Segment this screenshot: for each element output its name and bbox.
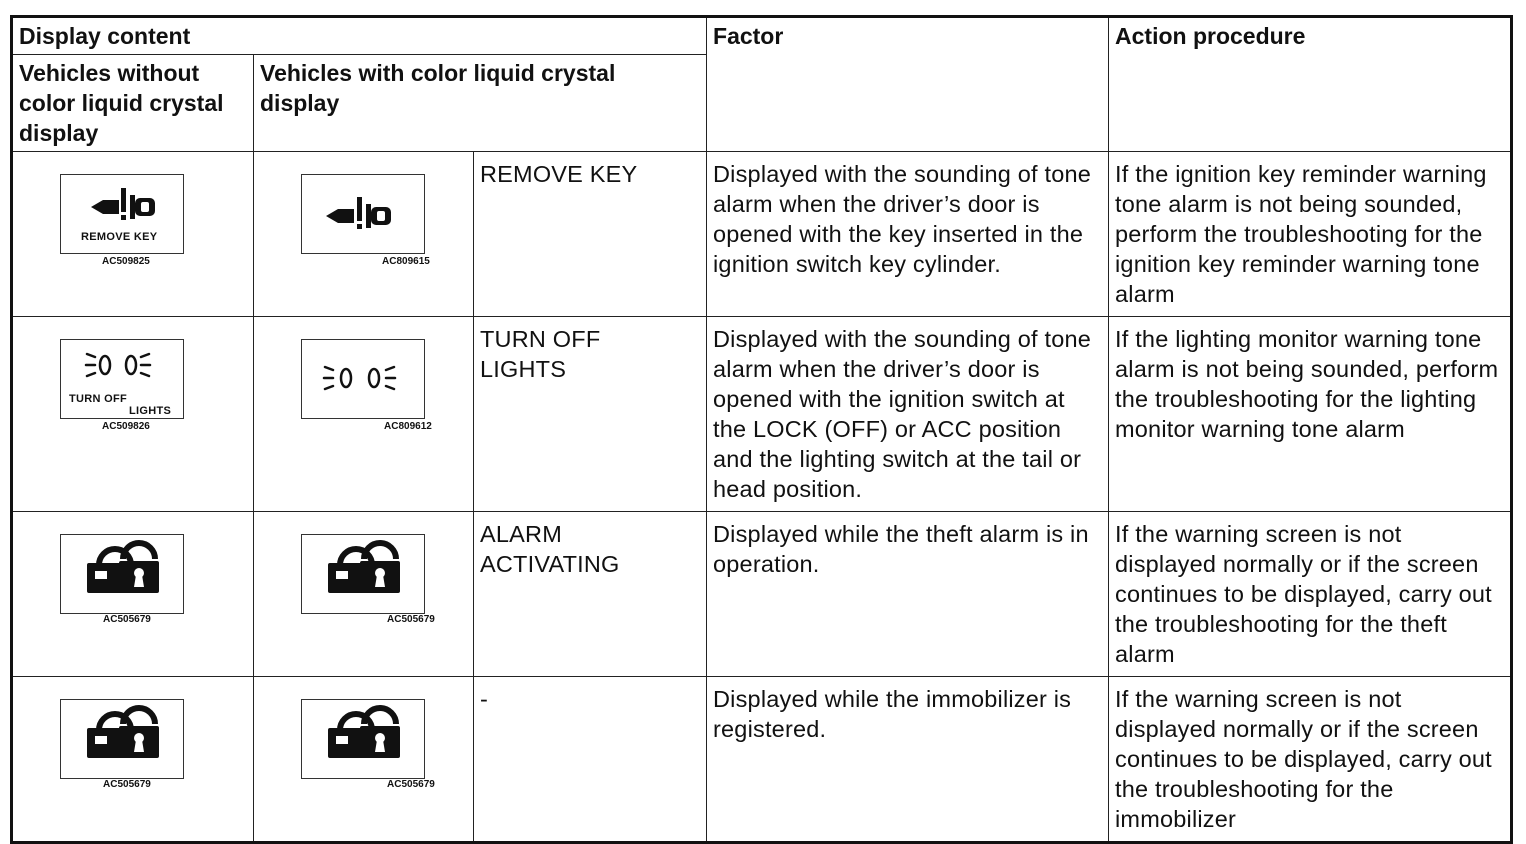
factor-cell: Displayed with the sounding of tone alarm when the driver’s door is opened with the ignition switch at the LOCK (OFF) or ACC position and the lighting switch at the tail or head position. — [707, 317, 1109, 512]
headlights-icon — [60, 339, 184, 419]
table-row — [12, 677, 1512, 843]
factor-cell: Displayed while the immobilizer is registered. — [707, 677, 1109, 843]
action-cell: If the lighting monitor warning tone alarm is not being sounded, perform the troubleshooting for the lighting monitor warning tone alarm — [1109, 317, 1512, 512]
key-reminder-icon — [301, 174, 425, 254]
icon-caption: REMOVE KEY — [81, 231, 158, 243]
header-row-top — [12, 17, 1512, 55]
action-procedure-header: Action procedure — [1109, 17, 1512, 152]
message-cell: TURN OFF LIGHTS — [474, 317, 707, 512]
figure-code: AC505679 — [103, 614, 151, 625]
key-reminder-icon — [60, 174, 184, 254]
action-cell: If the ignition key reminder warning tone alarm is not being sounded, perform the troubleshooting for the ignition key reminder warning tone alarm — [1109, 152, 1512, 317]
without-lcd-header: Vehicles without color liquid crystal display — [12, 55, 254, 152]
with-lcd-header: Vehicles with color liquid crystal display — [254, 55, 707, 152]
security-lock-icon — [60, 699, 184, 779]
factor-header: Factor — [707, 17, 1109, 152]
icon-caption-line-1: TURN OFF — [69, 393, 128, 405]
icon-cell-with-lcd — [254, 152, 474, 317]
factor-cell: Displayed while the theft alarm is in operation. — [707, 512, 1109, 677]
figure-code: AC809612 — [384, 421, 432, 432]
table-row — [12, 317, 1512, 512]
message-cell: - — [474, 677, 707, 843]
figure-code: AC505679 — [387, 779, 435, 790]
warning-display-table — [10, 15, 1513, 844]
factor-cell: Displayed with the sounding of tone alarm when the driver’s door is opened with the key inserted in the ignition switch key cylinder. — [707, 152, 1109, 317]
figure-code: AC505679 — [103, 779, 151, 790]
table-row — [12, 512, 1512, 677]
message-cell: REMOVE KEY — [474, 152, 707, 317]
table-row — [12, 152, 1512, 317]
icon-cell-with-lcd — [254, 512, 474, 677]
icon-cell-without-lcd — [12, 512, 254, 677]
figure-code: AC809615 — [382, 256, 430, 267]
action-cell: If the warning screen is not displayed normally or if the screen continues to be displayed, carry out the troubleshooting for the immobilizer — [1109, 677, 1512, 843]
icon-cell-with-lcd — [254, 317, 474, 512]
figure-code: AC509825 — [102, 256, 150, 267]
security-lock-icon — [301, 534, 425, 614]
icon-cell-with-lcd — [254, 677, 474, 843]
display-content-header: Display content — [12, 17, 707, 55]
icon-cell-without-lcd — [12, 317, 254, 512]
action-cell: If the warning screen is not displayed normally or if the screen continues to be displayed, carry out the troubleshooting for the theft alarm — [1109, 512, 1512, 677]
security-lock-icon — [301, 699, 425, 779]
security-lock-icon — [60, 534, 184, 614]
message-cell: ALARM ACTIVATING — [474, 512, 707, 677]
figure-code: AC509826 — [102, 421, 150, 432]
icon-caption-line-2: LIGHTS — [129, 405, 172, 417]
icon-cell-without-lcd — [12, 152, 254, 317]
headlights-icon — [301, 339, 425, 419]
icon-cell-without-lcd — [12, 677, 254, 843]
warning-display-table-frame — [10, 15, 1510, 832]
figure-code: AC505679 — [387, 614, 435, 625]
